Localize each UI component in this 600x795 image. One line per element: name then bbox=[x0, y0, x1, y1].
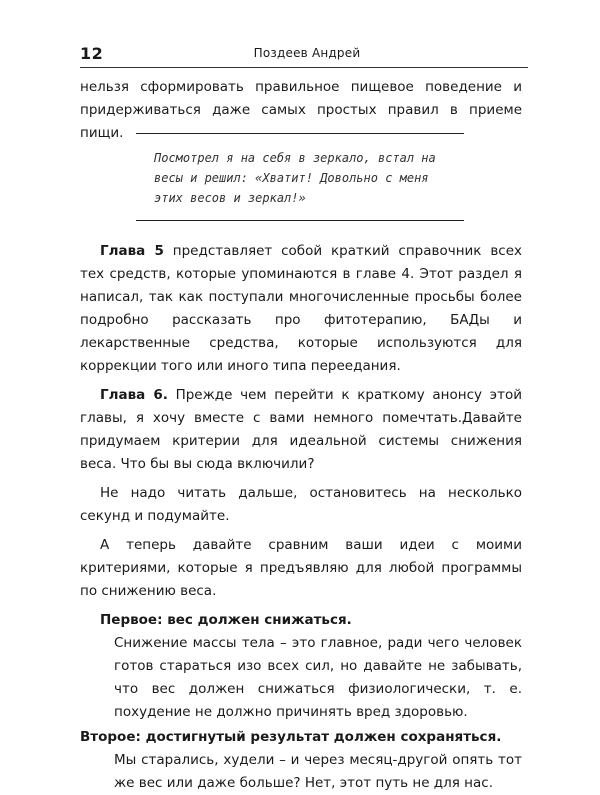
criterion-2-title: Второе: достигнутый результат должен сохраняться. bbox=[80, 729, 502, 745]
criterion-2-text: Мы старались, худели – и через месяц-другой опять тот же вес или даже больше? Нет, этот путь не для нас. bbox=[114, 752, 522, 791]
chapter6-paragraph bbox=[80, 384, 522, 476]
criterion-1-text: Снижение массы тела – это главное, ради чего человек готов стараться изо всех сил, но давайте не забывать, что вес должен снижаться физиологически, т. е. похудение не должно причинять вред здоровью. bbox=[114, 635, 522, 720]
chapter5-paragraph bbox=[80, 240, 522, 378]
chapter5-label: Глава 5 bbox=[100, 243, 164, 259]
page-header bbox=[80, 44, 534, 68]
chapter6-text: Прежде чем перейти к краткому анонсу этой главы, я хочу вместе с вами немного помечтать.Давайте придумаем критерии для идеальной системы снижения веса. Что бы вы сюда включили? bbox=[80, 387, 522, 472]
pause-paragraph: Не надо читать дальше, остановитесь на несколько секунд и подумайте. bbox=[80, 485, 522, 524]
page-number: 12 bbox=[80, 44, 104, 63]
quote-text: Посмотрел я на себя в зеркало, встал на весы и решил: «Хватит! Довольно с меня этих весов и зеркал!» bbox=[154, 151, 436, 205]
intro-paragraph: нельзя сформировать правильное пищевое поведение и придерживаться даже самых простых правил в приеме пищи. bbox=[80, 79, 522, 141]
running-head: Поздеев Андрей bbox=[253, 46, 361, 60]
criterion-1-title: Первое: вес должен снижаться. bbox=[100, 612, 352, 628]
main-text bbox=[80, 240, 522, 795]
epigraph-box bbox=[136, 133, 464, 221]
header-rule bbox=[80, 67, 528, 68]
chapter6-label: Глава 6. bbox=[100, 387, 168, 403]
chapter5-text: представляет собой краткий справочник всех тех средств, которые упоминаются в главе 4. Этот раздел я написал, так как поступали многочисленные просьбы более подробно рассказать про фитотерапию, БАДы и лекарственные средства, которые используются для коррекции того или иного типа переедания. bbox=[80, 243, 522, 374]
quote-rule-top bbox=[136, 133, 464, 134]
compare-paragraph: А теперь давайте сравним ваши идеи с моими критериями, которые я предъявляю для любой программы по снижению веса. bbox=[80, 537, 522, 599]
quote-rule-bottom bbox=[136, 220, 464, 221]
